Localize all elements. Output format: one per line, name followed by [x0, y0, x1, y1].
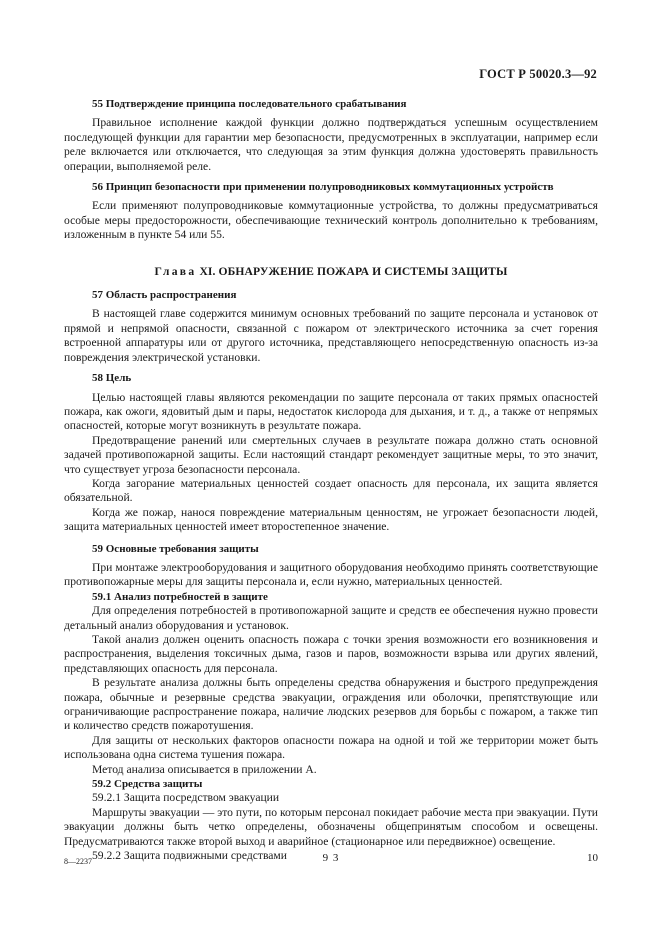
section-59-2-2-title: 59.2.2 Защита подвижными средствами: [92, 849, 287, 863]
section-59-2-1-paragraph: Маршруты эвакуации — это пути, по которым персонал покидает рабочие места при эвакуации. Пути эвакуации должны быть четко определены, обозначены общепринятым способом и освещены. Предусматриваются также второй выход и аварийное (стационарное или передвижное) освещение.: [64, 805, 598, 848]
standard-code: ГОСТ Р 50020.3—92: [479, 67, 597, 81]
section-58-paragraph-1: Целью настоящей главы являются рекомендации по защите персонала от таких прямых опасностей пожара, как ожоги, ядовитый дым и пары, недостаток кислорода для дыхания, и т. д., а также от непрямых опасностей, которые могут возникнуть в результате пожара.: [64, 390, 598, 433]
chapter-title: XI. ОБНАРУЖЕНИЕ ПОЖАРА И СИСТЕМЫ ЗАЩИТЫ: [199, 264, 508, 278]
section-58-paragraph-4: Когда же пожар, нанося повреждение материальным ценностям, не угрожает безопасности людей, защита материальных ценностей имеет второстепенное значение.: [64, 505, 598, 534]
section-59-1-paragraph-2: Такой анализ должен оценить опасность пожара с точки зрения возможности его возникновения и распространения, выделения токсичных дыма, газов и паров, возможности взрыва или других явлений, представляющих опасность для персонала.: [64, 633, 598, 675]
section-59-2-title: 59.2 Средства защиты: [92, 778, 203, 791]
footer-print-code: 8—2237: [64, 857, 92, 866]
section-59-title: 59 Основные требования защиты: [92, 542, 259, 555]
section-57-title: 57 Область распространения: [92, 289, 237, 302]
section-57-paragraph: В настоящей главе содержится минимум основных требований по защите персонала и установок от прямой и непрямой опасности, связанной с пожаром от электрического источника за счет горения встроенной аппаратуры или от другого источника, представляющего непосредственную опасность из-за повреждения электрической установки.: [64, 307, 598, 364]
section-59-1-paragraph-4: Для защиты от нескольких факторов опасности пожара на одной и той же территории может быть использована одна система тушения пожара.: [64, 733, 598, 762]
section-58-paragraph-2: Предотвращение ранений или смертельных случаев в результате пожара должно стать основной задачей противопожарной защиты. Если настоящий стандарт рекомендует защитные меры, то это значит, что существует угроза безопасности персонала.: [64, 433, 598, 476]
section-56-paragraph: Если применяют полупроводниковые коммутационные устройства, то должны предусматриваться особые меры предосторожности, обеспечивающие технический контроль дополнительно к требованиям, изложенным в пункте 54 или 55.: [64, 199, 598, 242]
section-56-title: 56 Принцип безопасности при применении полупроводниковых коммутационных устройств: [92, 181, 554, 194]
chapter-prefix: Глава: [154, 264, 197, 278]
section-58-paragraph-3: Когда загорание материальных ценностей создает опасность для персонала, их защита является обязательной.: [64, 476, 598, 505]
section-58-title: 58 Цель: [92, 372, 132, 385]
section-55-paragraph: Правильное исполнение каждой функции должно подтверждаться успешным осуществлением последующей функции для гарантии мер безопасности, предусмотренных в эксплуатации, например если реле включается или отключается, что следующая за этим функция должна удостоверять правильность операции, выполняемой реле.: [64, 116, 598, 173]
chapter-heading: [64, 265, 598, 279]
section-59-1-paragraph-3: В результате анализа должны быть определены средства обнаружения и быстрого предупреждения пожара, обычные и резервные средства эвакуации, ограждения или оболочки, препятствующие или ограничивающие распространение пожара, наличие людских резервов для борьбы с пожаром, а также тип и количество средств пожаротушения.: [64, 676, 598, 733]
section-59-2-1-title: 59.2.1 Защита посредством эвакуации: [92, 791, 280, 805]
footer-signature: 9 3: [322, 852, 340, 864]
section-59-1-paragraph-1: Для определения потребностей в противопожарной защите и средств ее обеспечения нужно провести детальный анализ оборудования и установок.: [64, 604, 598, 632]
section-59-1-paragraph-5: Метод анализа описывается в приложении А.: [92, 762, 317, 776]
page-number: 10: [587, 852, 598, 864]
section-55-title: 55 Подтверждение принципа последовательного срабатывания: [92, 98, 407, 110]
document-body: [64, 97, 598, 864]
section-59-paragraph: При монтаже электрооборудования и защитного оборудования необходимо принять соответствующие противопожарные меры для защиты персонала и, если нужно, материальных ценностей.: [64, 560, 598, 589]
section-59-1-title: 59.1 Анализ потребностей в защите: [92, 590, 268, 603]
